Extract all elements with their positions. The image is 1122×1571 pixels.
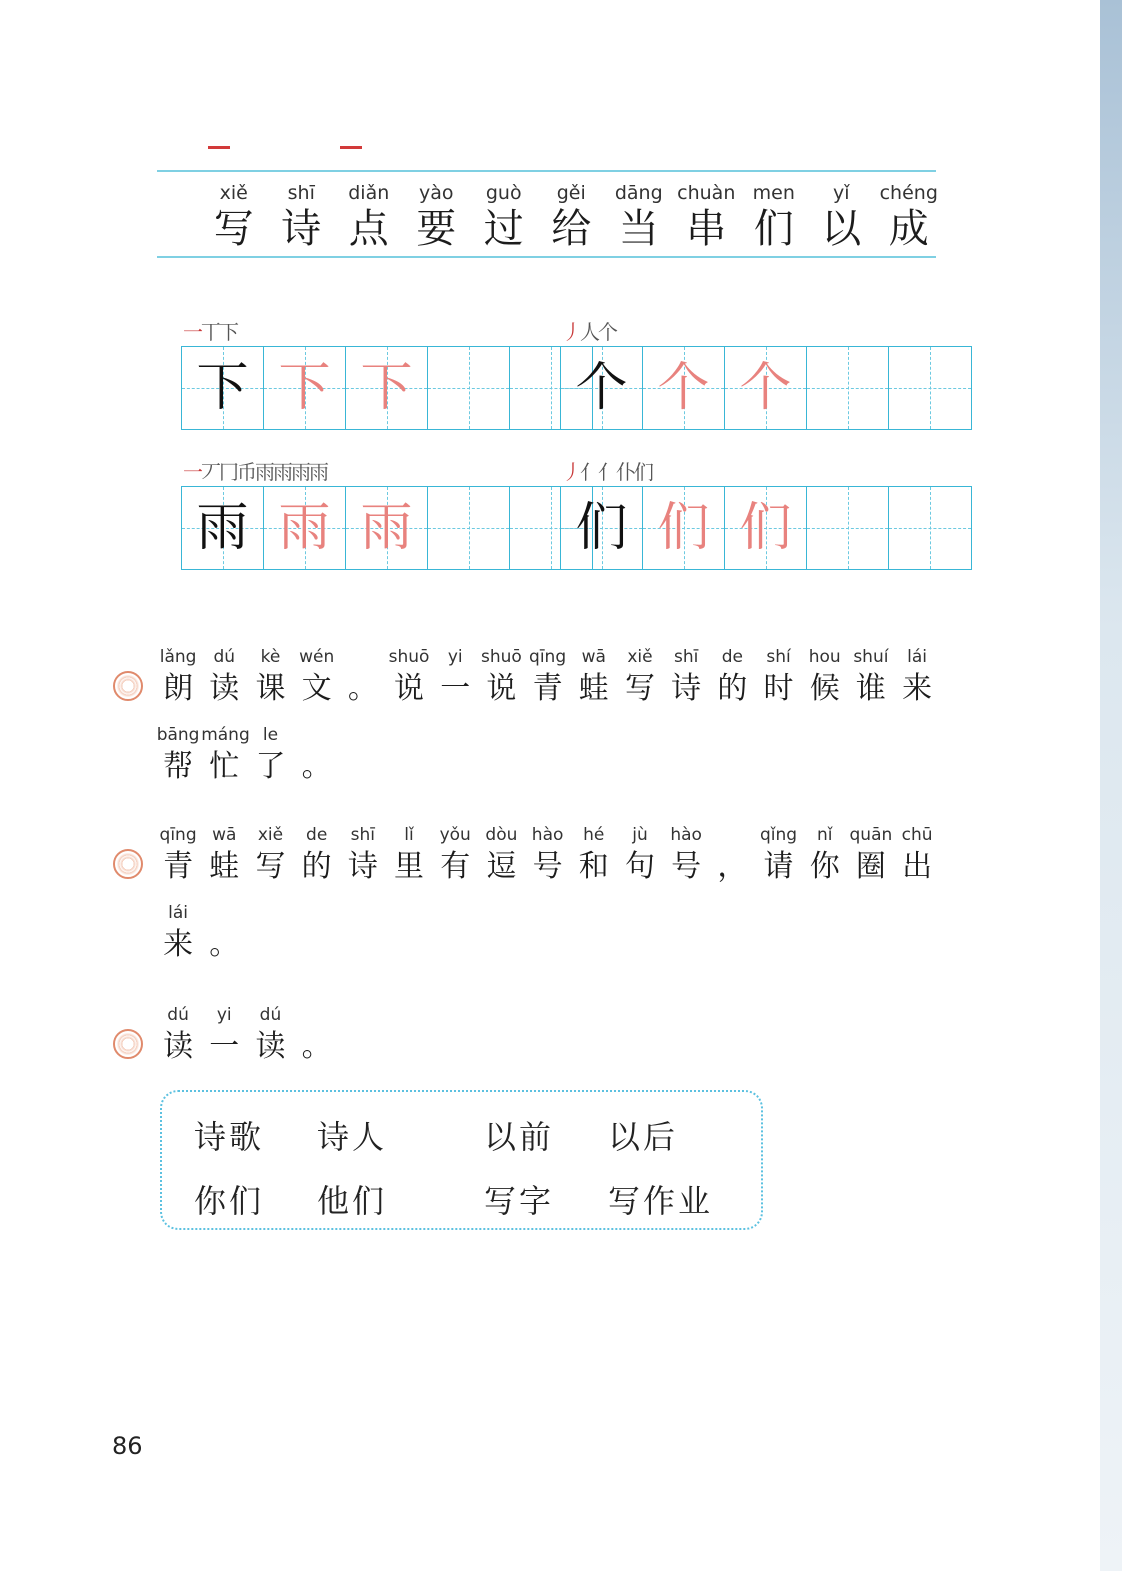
hanzi: 出 [902,849,933,884]
word-item: 你们 [194,1182,265,1220]
pinyin: shī [287,182,315,204]
pinyin: lái [907,647,928,667]
hanzi: 一 [440,671,471,706]
pinyin: hé [583,825,605,845]
token [201,723,250,787]
hanzi: 号 [671,849,702,884]
token [155,645,201,709]
text-line [155,723,340,787]
pinyin: yi [447,647,463,667]
pinyin: hào [670,825,702,845]
hanzi: 当 [618,206,659,252]
hanzi: 蛙 [209,849,240,884]
token [525,823,571,887]
pinyin: dāng [614,182,663,204]
hanzi: 写 [213,206,254,252]
text-line [155,645,940,709]
pinyin: diǎn [348,182,390,204]
pinyin: chuàn [677,182,736,204]
model-char: 个 [575,358,628,418]
pinyin: le [262,725,279,745]
token [478,823,524,887]
hanzi: 写 [255,849,286,884]
grid-cell-trace [725,347,807,429]
pinyin: dú [259,1005,282,1025]
hanzi: 句 [624,849,655,884]
token [478,645,524,709]
pinyin: yào [418,182,454,204]
word-item: 以前 [484,1118,555,1156]
pinyin: de [721,647,743,667]
model-char: 下 [196,358,249,418]
char-item [875,180,943,252]
token [201,823,247,887]
pinyin: lǐ [404,825,414,845]
hanzi: 过 [483,206,524,252]
tianzige-grid [181,486,593,570]
hanzi: 。 [209,927,240,962]
pinyin: yǐ [832,182,850,204]
hanzi: 朗 [163,671,194,706]
pinyin: yǒu [439,825,471,845]
token [340,645,386,709]
stroke-order [562,456,652,485]
grid-cell-trace [346,487,428,569]
pinyin: qīng [159,825,197,845]
model-char: 雨 [196,498,249,558]
tianzige-grid [560,486,972,570]
char-item [403,180,471,252]
tianzige-grid [181,346,593,430]
hanzi: 。 [301,1029,332,1064]
token [247,723,293,787]
trace-char: 下 [278,358,331,418]
pinyin: dòu [485,825,518,845]
stroke-first: 一 [183,460,201,484]
seal-icon [113,1029,143,1059]
pinyin: gěi [556,182,586,204]
stroke-rest: 丅下 [201,320,237,344]
grid-cell-empty [428,487,510,569]
pinyin: shuō [388,647,430,667]
writing-block [181,320,593,430]
token [155,1003,201,1067]
char-item [673,180,741,252]
token [525,645,571,709]
token [848,645,894,709]
pinyin: dú [167,1005,189,1025]
hanzi: 时 [763,671,794,706]
token [617,645,663,709]
hanzi: 写 [624,671,655,706]
rule-bottom [157,256,936,258]
stroke-rest: 亻亻仆们 [580,460,652,484]
pinyin [201,901,247,925]
pinyin [294,723,340,747]
pinyin: shī [350,825,376,845]
pinyin: quān [849,825,893,845]
hanzi: 。 [347,671,378,706]
pinyin: qǐng [759,825,798,845]
hanzi: 诗 [281,206,322,252]
hanzi: 读 [255,1029,286,1064]
token [201,901,247,965]
token [432,823,478,887]
hanzi: 诗 [671,671,702,706]
pinyin: dú [213,647,236,667]
grid-cell-empty [807,347,889,429]
char-item [470,180,538,252]
grid-cell-empty [889,487,971,569]
trace-char: 们 [657,498,710,558]
token [617,823,663,887]
pinyin: guò [485,182,522,204]
page-number: 86 [112,1432,143,1460]
pinyin: wā [212,825,237,845]
hanzi: 一 [209,1029,240,1064]
pinyin: qīng [529,647,567,667]
pinyin: nǐ [816,825,833,845]
token [155,901,201,965]
grid-cell-empty [428,347,510,429]
rule-top [157,170,936,172]
token [201,645,247,709]
hanzi: 青 [532,671,563,706]
pinyin: wā [581,647,606,667]
hanzi: 候 [809,671,840,706]
hanzi: 课 [255,671,286,706]
hanzi: 忙 [209,749,240,784]
trace-char: 雨 [278,498,331,558]
token [571,823,617,887]
trace-char: 下 [360,358,413,418]
hanzi: 以 [821,206,862,252]
trace-char: 个 [657,358,710,418]
hanzi: 谁 [855,671,886,706]
stroke-first: 丿 [562,320,580,344]
char-item [538,180,606,252]
token [709,823,755,887]
stroke-first: 一 [183,320,201,344]
token [340,823,386,887]
pinyin: men [752,182,795,204]
token [663,823,709,887]
pinyin: jù [632,825,648,845]
pinyin: lǎng [159,647,197,667]
pinyin: lái [168,903,189,923]
grid-cell-model [561,347,643,429]
hanzi: 读 [209,671,240,706]
writing-block [560,320,972,430]
token [848,823,894,887]
pinyin: yi [216,1005,232,1025]
hanzi: 的 [717,671,748,706]
token [155,823,201,887]
hanzi: 逗 [486,849,517,884]
char-item [605,180,673,252]
pinyin: de [306,825,328,845]
hanzi: 说 [394,671,425,706]
hanzi: 号 [532,849,563,884]
pinyin: máng [201,725,250,745]
grid-cell-model [561,487,643,569]
pinyin: shuō [481,647,522,667]
token [294,645,340,709]
pinyin [294,1003,340,1027]
text-line [155,1003,340,1067]
hanzi: 给 [551,206,592,252]
word-item: 他们 [317,1182,388,1220]
pinyin: xiě [627,647,653,667]
token [571,645,617,709]
hanzi: 请 [763,849,794,884]
word-item: 写作业 [608,1182,714,1220]
grid-cell-trace [725,487,807,569]
hanzi: 来 [163,927,194,962]
stroke-order [183,316,237,345]
char-item [200,180,268,252]
token [894,645,940,709]
pinyin: hou [808,647,841,667]
hanzi: 说 [486,671,517,706]
grid-cell-model [182,487,264,569]
trace-char: 个 [739,358,792,418]
hanzi: 们 [753,206,794,252]
pinyin: chéng [879,182,938,204]
stroke-first: 丿 [562,460,580,484]
token [802,823,848,887]
grid-cell-trace [643,487,725,569]
seal-icon [113,671,143,701]
pinyin: shuí [853,647,889,667]
token [294,1003,340,1067]
hanzi: 帮 [163,749,194,784]
hanzi: 来 [902,671,933,706]
hanzi: 。 [301,749,332,784]
hanzi: 青 [163,849,194,884]
seal-icon [113,849,143,879]
grid-cell-trace [346,347,428,429]
grid-cell-trace [643,347,725,429]
token [755,645,801,709]
word-item: 诗人 [317,1118,388,1156]
token [432,645,478,709]
grid-cell-empty [889,347,971,429]
token [386,823,432,887]
char-item [335,180,403,252]
pinyin: hào [531,825,564,845]
word-item: 写字 [484,1182,555,1220]
token [709,645,755,709]
pinyin: shī [673,647,699,667]
grid-cell-model [182,347,264,429]
hanzi: 和 [578,849,609,884]
text-line [155,901,247,965]
trace-char: 雨 [360,498,413,558]
token [386,645,432,709]
token [155,723,201,787]
tianzige-grid [560,346,972,430]
trace-char: 们 [739,498,792,558]
grid-cell-trace [264,347,346,429]
token [663,645,709,709]
token [201,1003,247,1067]
word-item: 以后 [608,1118,679,1156]
word-item: 诗歌 [194,1118,265,1156]
cut-off-mark [208,138,230,149]
token [247,1003,293,1067]
page-edge [1100,0,1122,1571]
hanzi: 了 [255,749,286,784]
hanzi: 文 [301,671,332,706]
pinyin [340,645,386,669]
pinyin [709,823,755,847]
stroke-order [183,456,327,485]
word-box [160,1090,763,1230]
pinyin: shí [766,647,791,667]
writing-block [560,460,972,570]
stroke-order [562,316,616,345]
cut-off-mark [340,138,362,149]
pinyin: wén [299,647,335,667]
hanzi: 的 [301,849,332,884]
token [294,723,340,787]
stroke-rest: 人个 [580,320,616,344]
pinyin: chū [901,825,933,845]
hanzi: 要 [416,206,457,252]
pinyin: xiě [257,825,284,845]
hanzi: ， [717,849,748,884]
hanzi: 圈 [855,849,886,884]
recognize-characters [200,180,943,252]
pinyin: kè [260,647,281,667]
text-line [155,823,940,887]
hanzi: 读 [163,1029,194,1064]
stroke-rest: 丆冂币雨雨雨雨 [201,460,327,484]
grid-cell-empty [807,487,889,569]
hanzi: 成 [888,206,929,252]
hanzi: 你 [809,849,840,884]
hanzi: 里 [394,849,425,884]
char-item [808,180,876,252]
char-item [268,180,336,252]
hanzi: 蛙 [578,671,609,706]
token [894,823,940,887]
grid-cell-trace [264,487,346,569]
pinyin: bāng [156,725,200,745]
hanzi: 诗 [347,849,378,884]
token [294,823,340,887]
hanzi: 点 [348,206,389,252]
model-char: 们 [575,498,628,558]
char-item [740,180,808,252]
token [247,645,293,709]
hanzi: 串 [686,206,727,252]
writing-block [181,460,593,570]
token [755,823,801,887]
token [802,645,848,709]
hanzi: 有 [440,849,471,884]
token [247,823,293,887]
pinyin: xiě [219,182,248,204]
